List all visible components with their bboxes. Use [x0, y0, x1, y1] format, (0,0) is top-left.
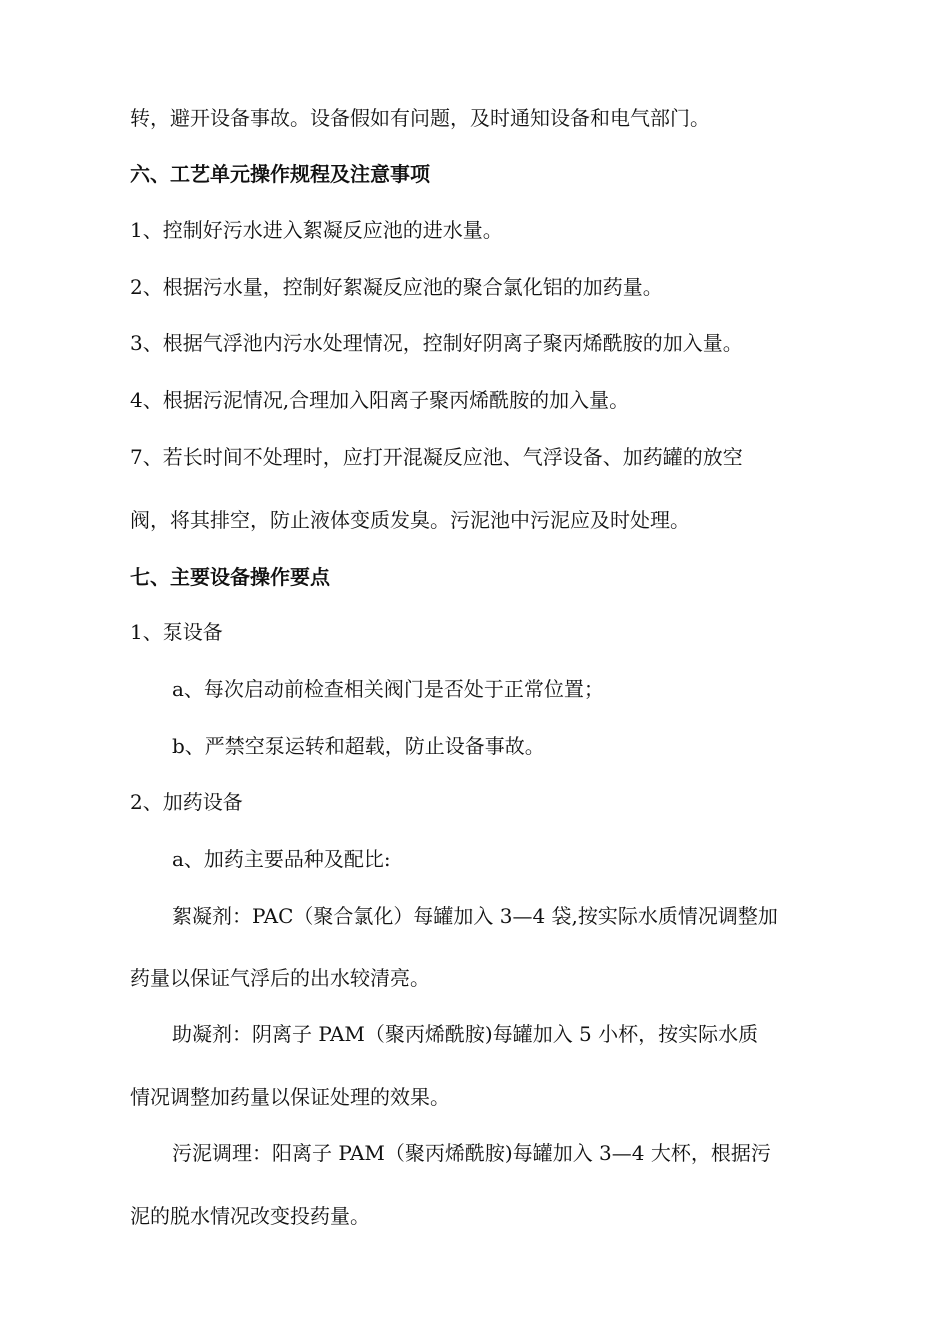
section-heading-6: 六、工艺单元操作规程及注意事项 — [130, 162, 430, 186]
list-item-3: 3、根据气浮池内污水处理情况，控制好阴离子聚丙烯酰胺的加入量。 — [130, 331, 743, 355]
subsection-pump: 1、泵设备 — [130, 620, 223, 644]
section-heading-7: 七、主要设备操作要点 — [130, 565, 330, 589]
coagulant-aid-line: 助凝剂：阴离子 PAM（聚丙烯酰胺)每罐加入 5 小杯，按实际水质 — [172, 1022, 759, 1046]
list-item-1: 1、控制好污水进入絮凝反应池的进水量。 — [130, 218, 503, 242]
dosing-item-a: a、加药主要品种及配比: — [172, 847, 391, 871]
list-item-2: 2、根据污水量，控制好絮凝反应池的聚合氯化铝的加药量。 — [130, 275, 663, 299]
flocculant-line-continued: 药量以保证气浮后的出水较清亮。 — [130, 966, 430, 990]
pump-item-a: a、每次启动前检查相关阀门是否处于正常位置； — [172, 677, 604, 701]
list-item-7-continued: 阀，将其排空，防止液体变质发臭。污泥池中污泥应及时处理。 — [130, 508, 690, 532]
list-item-4: 4、根据污泥情况,合理加入阳离子聚丙烯酰胺的加入量。 — [130, 388, 630, 412]
list-item-7: 7、若长时间不处理时，应打开混凝反应池、气浮设备、加药罐的放空 — [130, 445, 743, 469]
sludge-conditioning-line: 污泥调理：阳离子 PAM（聚丙烯酰胺)每罐加入 3—4 大杯，根据污 — [172, 1141, 771, 1165]
pump-item-b: b、严禁空泵运转和超载，防止设备事故。 — [172, 734, 545, 758]
sludge-conditioning-line-continued: 泥的脱水情况改变投药量。 — [130, 1204, 370, 1228]
coagulant-aid-line-continued: 情况调整加药量以保证处理的效果。 — [130, 1085, 450, 1109]
flocculant-line: 絮凝剂：PAC（聚合氯化）每罐加入 3—4 袋,按实际水质情况调整加 — [172, 904, 778, 928]
subsection-dosing: 2、加药设备 — [130, 790, 243, 814]
paragraph-line: 转，避开设备事故。设备假如有问题，及时通知设备和电气部门。 — [130, 106, 710, 130]
